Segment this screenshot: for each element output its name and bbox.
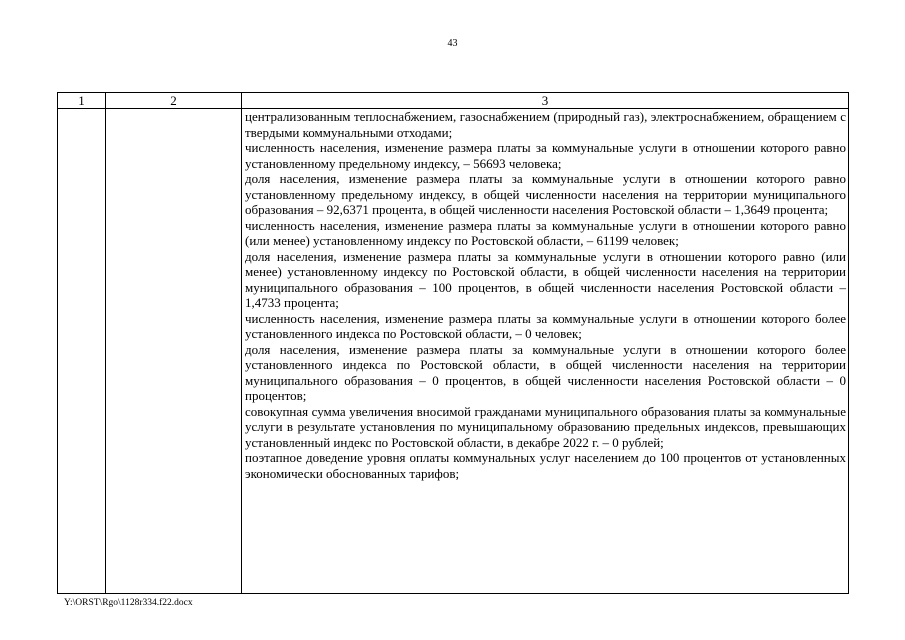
paragraph: совокупная сумма увеличения вносимой гражданами муниципального образования платы за коммунальные услуги в результате установления по муниципальному образованию предельных индексов, превышающих установленный индекс по Ростовской области, в декабре 2022 г. – 0 рублей; (245, 403, 846, 450)
cell-column-3 (242, 109, 849, 594)
paragraph: централизованным теплоснабжением, газоснабжением (природный газ), электроснабжением, обращением с твердыми коммунальными отходами; (245, 109, 846, 140)
cell-column-1 (58, 109, 106, 594)
paragraph: доля населения, изменение размера платы за коммунальные услуги в отношении которого равно (или менее) установленному индексу по Ростовской области, в общей численности населения на территории муниципального образования – 100 процентов, в общей численности населения Ростовской области – 1,4733 процента; (245, 248, 846, 310)
paragraph: доля населения, изменение размера платы за коммунальные услуги в отношении которого более установленного индекса по Ростовской области, в общей численности населения на территории муниципального образования – 0 процентов, в общей численности населения Ростовской области – 0 процентов; (245, 341, 846, 403)
table-header-row (58, 93, 849, 109)
column-header-2: 2 (106, 93, 242, 109)
paragraph: доля населения, изменение размера платы за коммунальные услуги в отношении которого равно установленному предельному индексу, в общей численности населения на территории муниципального образования – 92,6371 процента, в общей численности населения Ростовской области – 1,3649 процента; (245, 171, 846, 217)
paragraph: численность населения, изменение размера платы за коммунальные услуги в отношении которого равно установленному предельному индексу, – 56693 человека; (245, 140, 846, 171)
column-header-3: 3 (242, 93, 849, 109)
column-header-1: 1 (58, 93, 106, 109)
paragraph: поэтапное доведение уровня оплаты коммунальных услуг населением до 100 процентов от установленных экономически обоснованных тарифов; (245, 450, 846, 481)
page-number: 43 (447, 38, 458, 49)
cell-text (242, 109, 848, 481)
content-table (57, 92, 849, 594)
footer-file-path: Y:\ORST\Rgo\1128r334.f22.docx (64, 598, 193, 608)
table-row (58, 109, 849, 594)
paragraph: численность населения, изменение размера платы за коммунальные услуги в отношении которого равно (или менее) установленному индексу по Ростовской области, – 61199 человек; (245, 217, 846, 248)
cell-column-2 (106, 109, 242, 594)
paragraph: численность населения, изменение размера платы за коммунальные услуги в отношении которого более установленного индекса по Ростовской области, – 0 человек; (245, 310, 846, 341)
